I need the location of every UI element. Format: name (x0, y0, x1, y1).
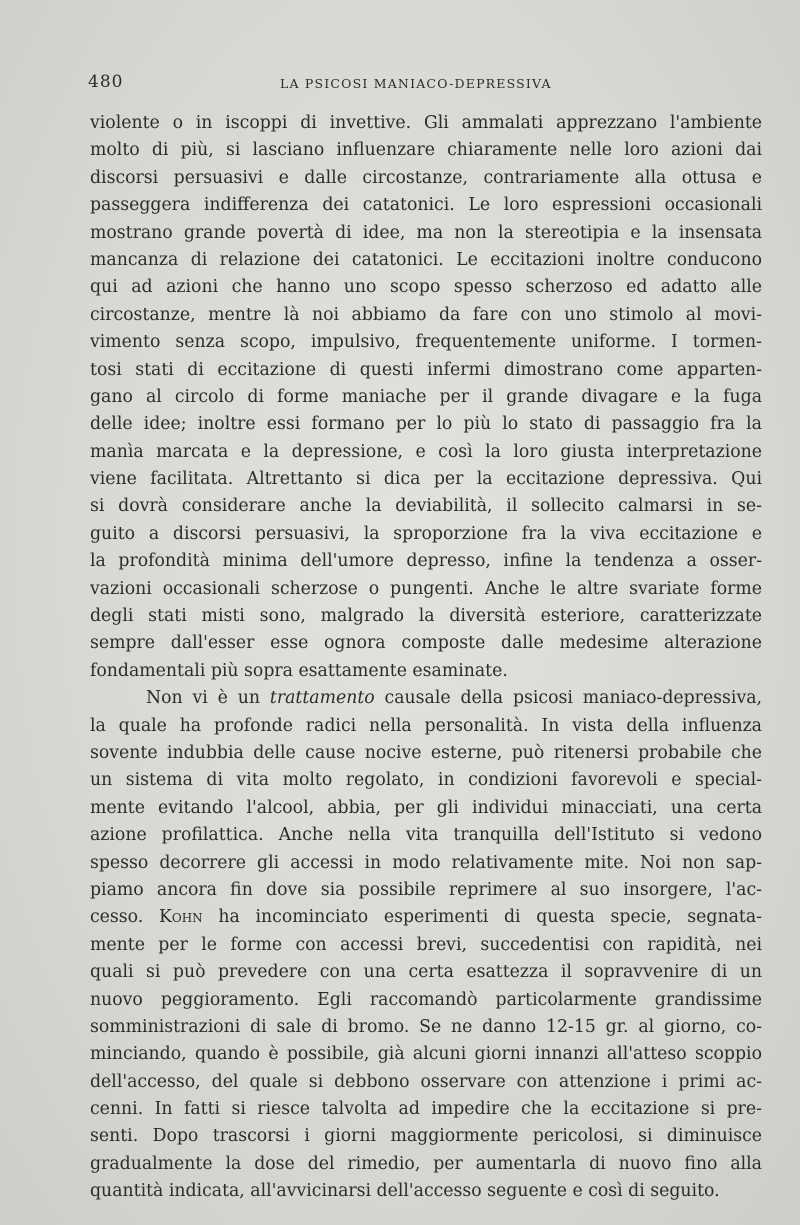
text-line: mente per le forme con accessi brevi, succedentisi con rapidità, nei (90, 934, 762, 955)
text-line: violente o in iscoppi di invettive. Gli ammalati apprezzano l'ambiente (90, 113, 762, 133)
author-name: Kohn (158, 907, 203, 928)
text-line: un sistema di vita molto regolato, in condizioni favorevoli e special- (90, 770, 762, 791)
text-line: passeggera indifferenza dei catatonici. Le loro espressioni occasionali (90, 195, 762, 216)
text-run: Non vi è un (146, 688, 270, 709)
text-line: qui ad azioni che hanno uno scopo spesso scherzoso ed adatto alle (90, 277, 762, 298)
text-line: somministrazioni di sale di bromo. Se ne danno 12-15 gr. al giorno, co- (90, 1016, 762, 1037)
text-run: ha incominciato esperimenti di questa specie, segnata- (202, 907, 762, 928)
text-line: dell'accesso, del quale si debbono osservare con attenzione i primi ac- (90, 1071, 762, 1092)
paragraph-end-line: quantità indicata, all'avvicinarsi dell'accesso seguente e così di seguito. (90, 1181, 720, 1202)
text-line: la quale ha profonde radici nella personalità. In vista della influenza (90, 715, 762, 736)
text-line: minciando, quando è possibile, già alcuni giorni innanzi all'atteso scoppio (90, 1044, 762, 1065)
text-run: cesso. (90, 907, 159, 928)
text-line: circostanze, mentre là noi abbiamo da fare con uno stimolo al movi- (90, 304, 762, 325)
text-line: tosi stati di eccitazione di questi infermi dimostrano come apparten- (90, 359, 762, 380)
text-line: guito a discorsi persuasivi, la sproporzione fra la viva eccitazione e (90, 523, 762, 544)
text-line: la profondità minima dell'umore depresso, infine la tendenza a osser- (90, 551, 762, 572)
text-line: nuovo peggioramento. Egli raccomandò particolarmente grandissime (90, 989, 762, 1010)
text-line: mente evitando l'alcool, abbia, per gli individui minacciati, una certa (90, 797, 762, 818)
text-line: sempre dall'esser esse ognora composte dalle medesime alterazione (90, 633, 762, 654)
text-line: si dovrà considerare anche la deviabilità, il sollecito calmarsi in se- (90, 496, 762, 517)
text-line: senti. Dopo trascorsi i giorni maggiormente pericolosi, si diminuisce (90, 1126, 762, 1147)
body-text (90, 110, 762, 1206)
text-line: molto di più, si lasciano influenzare chiaramente nelle loro azioni dai (90, 140, 762, 161)
text-line: spesso decorrere gli accessi in modo relativamente mite. Noi non sap- (90, 852, 762, 873)
paragraph-start-line (90, 685, 762, 712)
text-line: viene facilitata. Altrettanto si dica per la eccitazione depressiva. Qui (90, 469, 762, 490)
page-number: 480 (88, 72, 124, 92)
text-line: sovente indubbia delle cause nocive esterne, può ritenersi probabile che (90, 742, 762, 763)
text-line: delle idee; inoltre essi formano per lo più lo stato di passaggio fra la (90, 414, 762, 435)
text-line: mancanza di relazione dei catatonici. Le eccitazioni inoltre conducono (90, 249, 762, 270)
text-line: degli stati misti sono, malgrado la diversità esteriore, caratterizzate (90, 606, 762, 627)
text-line: gano al circolo di forme maniache per il grande divagare e la fuga (90, 386, 762, 407)
text-line: cenni. In fatti si riesce talvolta ad impedire che la eccitazione si pre- (90, 1099, 762, 1120)
paragraph-end-line: fondamentali più sopra esattamente esaminate. (90, 660, 508, 681)
running-title: LA PSICOSI MANIACO-DEPRESSIVA (280, 76, 552, 91)
text-line: discorsi persuasivi e dalle circostanze, contrariamente alla ottusa e (90, 167, 762, 188)
italic-term: trattamento (269, 688, 375, 709)
text-line: vimento senza scopo, impulsivo, frequentemente uniforme. I tormen- (90, 332, 762, 353)
text-line: piamo ancora fin dove sia possibile reprimere al suo insorgere, l'ac- (90, 879, 762, 900)
text-line (90, 904, 762, 931)
text-line: mostrano grande povertà di idee, ma non la stereotipia e la insensata (90, 222, 762, 243)
text-line: vazioni occasionali scherzose o pungenti. Anche le altre svariate forme (90, 578, 762, 599)
text-line: gradualmente la dose del rimedio, per aumentarla di nuovo fino alla (90, 1153, 762, 1174)
text-line: azione profilattica. Anche nella vita tranquilla dell'Istituto si vedono (90, 825, 762, 846)
text-run: causale della psicosi maniaco-depressiva, (374, 688, 762, 709)
text-line: manìa marcata e la depressione, e così la loro giusta interpretazione (90, 441, 762, 462)
text-line: quali si può prevedere con una certa esattezza il sopravvenire di un (90, 962, 762, 983)
